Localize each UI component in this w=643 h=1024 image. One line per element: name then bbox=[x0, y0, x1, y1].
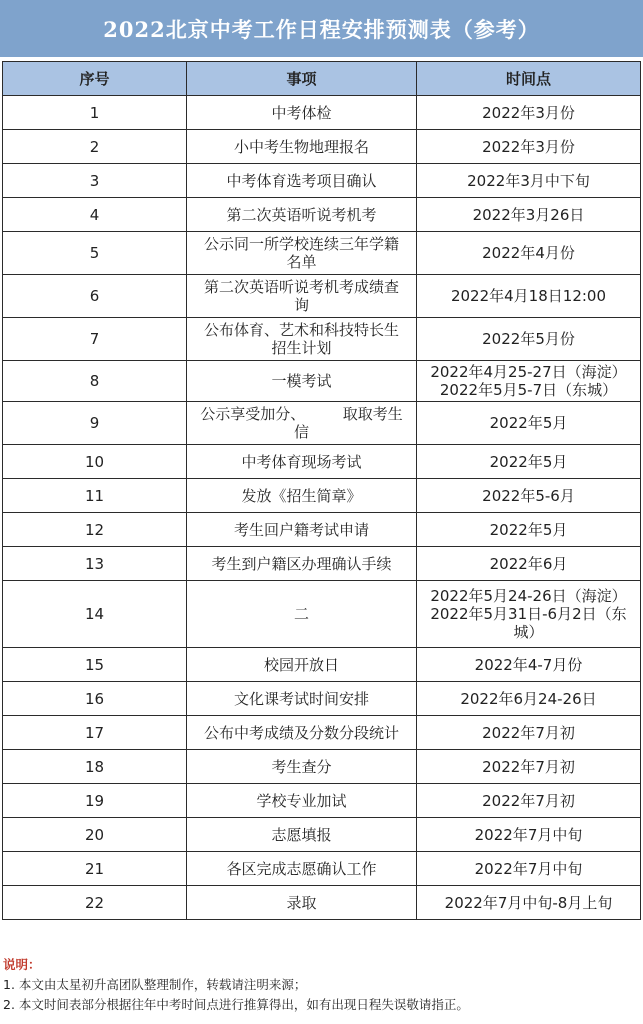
row-item bbox=[187, 750, 417, 784]
item-text: 志愿填报 bbox=[271, 825, 332, 844]
row-item bbox=[187, 232, 417, 275]
row-item bbox=[187, 164, 417, 198]
row-time bbox=[417, 361, 641, 402]
row-time bbox=[417, 232, 641, 275]
notes bbox=[3, 955, 639, 1015]
note-line: 1. 本文由太星初升高团队整理制作，转载请注明来源； bbox=[3, 977, 307, 992]
row-time bbox=[417, 402, 641, 445]
time-text: 2022年7月初 bbox=[482, 723, 575, 742]
item-text: 一模考试 bbox=[271, 372, 332, 390]
item-text: 考生到户籍区办理确认手续 bbox=[211, 554, 392, 573]
row-number: 14 bbox=[3, 581, 187, 648]
row-item bbox=[187, 318, 417, 361]
row-number: 19 bbox=[3, 784, 187, 818]
row-item bbox=[187, 784, 417, 818]
header-no: 序号 bbox=[3, 62, 187, 96]
table-row bbox=[3, 886, 641, 920]
time-text: 2022年5月 bbox=[489, 520, 568, 539]
row-item bbox=[187, 445, 417, 479]
table-row bbox=[3, 275, 641, 318]
table-row bbox=[3, 547, 641, 581]
time-text: 2022年3月份 bbox=[482, 137, 575, 156]
item-text: 文化课考试时间安排 bbox=[233, 689, 369, 708]
row-time bbox=[417, 96, 641, 130]
row-number: 22 bbox=[3, 886, 187, 920]
item-text: 公布中考成绩及分数分段统计 bbox=[203, 723, 399, 742]
item-text: 公示享受加分、 取取考生 bbox=[200, 405, 403, 423]
row-number: 10 bbox=[3, 445, 187, 479]
item-text: 二 bbox=[293, 605, 309, 623]
table-row bbox=[3, 648, 641, 682]
table-row bbox=[3, 198, 641, 232]
row-number: 13 bbox=[3, 547, 187, 581]
item-text: 校园开放日 bbox=[263, 655, 339, 674]
row-item bbox=[187, 547, 417, 581]
row-item bbox=[187, 648, 417, 682]
row-number: 20 bbox=[3, 818, 187, 852]
time-text: 2022年3月份 bbox=[482, 103, 575, 122]
row-item bbox=[187, 581, 417, 648]
item-text: 考生查分 bbox=[271, 757, 332, 776]
table-row bbox=[3, 784, 641, 818]
time-text: 2022年4-7月份 bbox=[474, 655, 583, 674]
row-time bbox=[417, 547, 641, 581]
row-item bbox=[187, 479, 417, 513]
time-text: 2022年5月31日-6月2日（东 bbox=[430, 605, 627, 623]
table-row bbox=[3, 445, 641, 479]
table-row bbox=[3, 96, 641, 130]
time-text: 2022年4月18日12:00 bbox=[450, 287, 607, 305]
row-time bbox=[417, 682, 641, 716]
table-row bbox=[3, 716, 641, 750]
time-text: 2022年5月 bbox=[489, 452, 568, 471]
time-text: 2022年5月5-7日（东城） bbox=[439, 381, 618, 399]
row-time bbox=[417, 275, 641, 318]
row-item bbox=[187, 716, 417, 750]
table-row bbox=[3, 818, 641, 852]
item-text: 名单 bbox=[286, 253, 317, 271]
item-text: 中考体检 bbox=[271, 103, 332, 122]
row-item bbox=[187, 198, 417, 232]
row-number: 17 bbox=[3, 716, 187, 750]
row-time bbox=[417, 750, 641, 784]
row-time bbox=[417, 198, 641, 232]
header-time: 时间点 bbox=[417, 62, 641, 96]
row-number: 18 bbox=[3, 750, 187, 784]
table-row bbox=[3, 852, 641, 886]
table-row bbox=[3, 750, 641, 784]
table-row bbox=[3, 164, 641, 198]
row-time bbox=[417, 479, 641, 513]
item-text: 中考体育选考项目确认 bbox=[226, 171, 377, 190]
row-number: 9 bbox=[3, 402, 187, 445]
table-row bbox=[3, 130, 641, 164]
row-item bbox=[187, 818, 417, 852]
header-item: 事项 bbox=[187, 62, 417, 96]
row-time bbox=[417, 784, 641, 818]
table-row bbox=[3, 402, 641, 445]
table-row bbox=[3, 581, 641, 648]
item-text: 考生回户籍考试申请 bbox=[233, 520, 369, 539]
time-text: 2022年6月24-26日 bbox=[460, 689, 597, 708]
row-number: 6 bbox=[3, 275, 187, 318]
row-number: 5 bbox=[3, 232, 187, 275]
row-number: 1 bbox=[3, 96, 187, 130]
table-row bbox=[3, 232, 641, 275]
row-item bbox=[187, 852, 417, 886]
row-number: 15 bbox=[3, 648, 187, 682]
row-number: 16 bbox=[3, 682, 187, 716]
row-item bbox=[187, 130, 417, 164]
time-text: 2022年3月26日 bbox=[472, 205, 585, 224]
item-text: 询 bbox=[293, 296, 309, 314]
time-text: 2022年7月初 bbox=[482, 757, 575, 776]
table-row bbox=[3, 682, 641, 716]
time-text: 2022年3月中下旬 bbox=[467, 171, 590, 190]
item-text: 中考体育现场考试 bbox=[241, 452, 362, 471]
title-banner bbox=[0, 0, 643, 57]
header-row bbox=[3, 62, 641, 96]
row-time bbox=[417, 581, 641, 648]
notes-label: 说明： bbox=[3, 957, 41, 972]
time-text: 2022年4月25-27日（海淀） bbox=[430, 363, 627, 381]
row-time bbox=[417, 716, 641, 750]
table-row bbox=[3, 479, 641, 513]
schedule-table bbox=[2, 61, 641, 920]
time-text: 2022年5月24-26日（海淀） bbox=[430, 587, 627, 605]
table-row bbox=[3, 361, 641, 402]
row-item bbox=[187, 513, 417, 547]
item-text: 各区完成志愿确认工作 bbox=[226, 859, 377, 878]
row-item bbox=[187, 96, 417, 130]
time-text: 2022年7月中旬 bbox=[474, 859, 583, 878]
row-time bbox=[417, 852, 641, 886]
time-text: 2022年5-6月 bbox=[482, 486, 575, 505]
time-text: 2022年7月初 bbox=[482, 791, 575, 810]
time-text: 2022年7月中旬 bbox=[474, 825, 583, 844]
item-text: 公示同一所学校连续三年学籍 bbox=[203, 235, 399, 253]
time-text: 2022年6月 bbox=[489, 554, 568, 573]
time-text: 2022年5月 bbox=[489, 414, 568, 432]
row-number: 11 bbox=[3, 479, 187, 513]
row-time bbox=[417, 164, 641, 198]
row-number: 8 bbox=[3, 361, 187, 402]
row-time bbox=[417, 818, 641, 852]
table-row bbox=[3, 318, 641, 361]
row-time bbox=[417, 513, 641, 547]
row-number: 2 bbox=[3, 130, 187, 164]
item-text: 小中考生物地理报名 bbox=[233, 137, 369, 156]
time-text: 2022年4月份 bbox=[482, 244, 575, 262]
row-item bbox=[187, 275, 417, 318]
row-item bbox=[187, 402, 417, 445]
item-text: 信 bbox=[293, 423, 309, 441]
row-number: 3 bbox=[3, 164, 187, 198]
row-time bbox=[417, 130, 641, 164]
row-time bbox=[417, 886, 641, 920]
row-number: 4 bbox=[3, 198, 187, 232]
row-item bbox=[187, 361, 417, 402]
row-item bbox=[187, 886, 417, 920]
row-time bbox=[417, 445, 641, 479]
item-text: 公布体育、艺术和科技特长生 bbox=[203, 321, 399, 339]
item-text: 第二次英语听说考机考成绩查 bbox=[203, 278, 399, 296]
row-number: 7 bbox=[3, 318, 187, 361]
time-text: 2022年5月份 bbox=[482, 330, 575, 348]
item-text: 第二次英语听说考机考 bbox=[226, 205, 377, 224]
row-time bbox=[417, 648, 641, 682]
row-number: 12 bbox=[3, 513, 187, 547]
item-text: 发放《招生简章》 bbox=[241, 486, 362, 505]
item-text: 招生计划 bbox=[271, 339, 332, 357]
row-time bbox=[417, 318, 641, 361]
time-text: 城） bbox=[513, 623, 544, 641]
time-text: 2022年7月中旬-8月上旬 bbox=[444, 893, 613, 912]
page-title: 2022北京中考工作日程安排预测表（参考） bbox=[103, 16, 540, 42]
row-item bbox=[187, 682, 417, 716]
item-text: 学校专业加试 bbox=[256, 791, 347, 810]
item-text: 录取 bbox=[286, 893, 317, 912]
note-line: 2. 本文时间表部分根据往年中考时间点进行推算得出，如有出现日程失误敬请指正。 bbox=[3, 997, 469, 1012]
row-number: 21 bbox=[3, 852, 187, 886]
table-row bbox=[3, 513, 641, 547]
